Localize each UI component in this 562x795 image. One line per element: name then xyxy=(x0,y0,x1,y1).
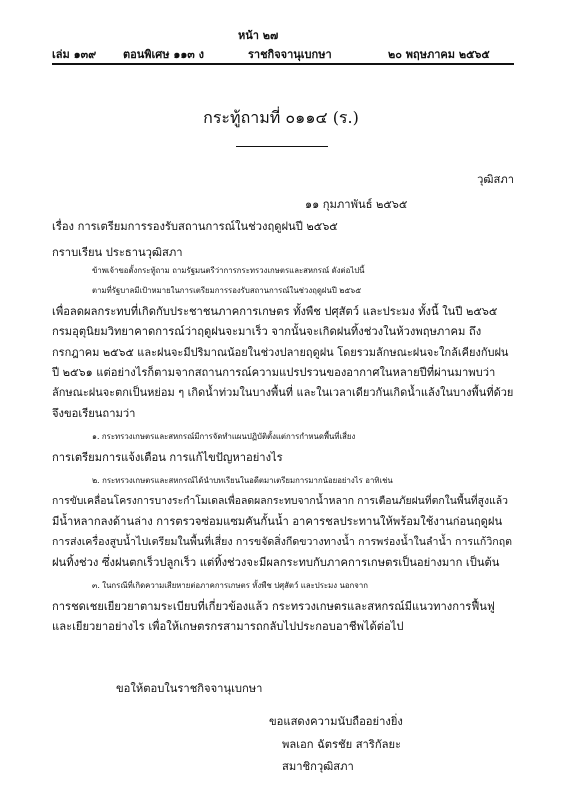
title-underline xyxy=(236,146,328,147)
paragraph-line: จึงขอเรียนถามว่า xyxy=(52,406,136,420)
background-paragraph xyxy=(52,281,514,424)
paragraph-line: เพื่อลดผลกระทบที่เกิดกับประชาชนภาคการเกษตร ทั้งพืช ปศุสัตว์ และประมง ทั้งนี้ ในปี ๒๕๖๕ xyxy=(52,304,498,318)
paragraph-line: กรกฎาคม ๒๕๖๕ และฝนจะมีปริมาณน้อยในช่วงปลายฤดูฝน โดยรวมลักษณะฝนจะใกล้เคียงกับฝน xyxy=(52,345,509,359)
paragraph-line: ๓. ในกรณีที่เกิดความเสียหายต่อภาคการเกษตร ทั้งพืช ปศุสัตว์ และประมง นอกจาก xyxy=(92,581,368,591)
header-divider xyxy=(52,63,514,65)
subject-line: เรื่อง การเตรียมการรองรับสถานการณ์ในช่วงฤดูฝนปี ๒๕๖๕ xyxy=(52,220,338,233)
signature-name: พลเอก ฉัตรชัย สาริกัลยะ xyxy=(282,738,402,751)
signature-position: สมาชิกวุฒิสภา xyxy=(282,760,354,773)
paragraph-line: การเตรียมการแจ้งเตือน การแก้ไขปัญหาอย่างไร xyxy=(52,450,283,464)
paragraph-line: ๒. กระทรวงเกษตรและสหกรณ์ได้นำบทเรียนในอดีตมาเตรียมการมากน้อยอย่างไร อาทิเช่น xyxy=(92,476,393,486)
paragraph-line: มีน้ำหลากลงด้านล่าง การตรวจซ่อมแซมคันกั้นน้ำ อาคารชลประทานให้พร้อมใช้งานก่อนฤดูฝน xyxy=(52,514,503,528)
paragraph-line: ลักษณะฝนจะตกเป็นหย่อม ๆ เกิดน้ำท่วมในบางพื้นที่ และในเวลาเดียวกันเกิดน้ำแล้งในบางพื้นที่ด้วย xyxy=(52,386,514,400)
gazette-date: ๒๐ พฤษภาคม ๒๕๖๕ xyxy=(388,48,490,61)
page-number: หน้า ๒๗ xyxy=(238,29,279,42)
paragraph-line: ตามที่รัฐบาลมีเป้าหมายในการเตรียมการรองรับสถานการณ์ในช่วงฤดูฝนปี ๒๕๖๕ xyxy=(92,286,362,296)
paragraph-line: ปี ๒๕๖๑ แต่อย่างไรก็ตามจากสถานการณ์ความแปรปรวนของอากาศในหลายปีที่ผ่านมาพบว่า xyxy=(52,366,496,380)
paragraph-line: กรมอุตุนิยมวิทยาคาดการณ์ว่าฤดูฝนจะมาเร็ว จากนั้นจะเกิดฝนทิ้งช่วงในห้วงพฤษภาคม ถึง xyxy=(52,325,482,339)
question-2 xyxy=(52,471,514,573)
closing-request: ขอให้ตอบในราชกิจจานุเบกษา xyxy=(116,682,263,695)
intro-paragraph xyxy=(52,261,514,281)
paragraph-line: และเยียวยาอย่างไร เพื่อให้เกษตรกรสามารถกลับไปประกอบอาชีพได้ต่อไป xyxy=(52,619,404,633)
signature-regards: ขอแสดงความนับถืออย่างยิ่ง xyxy=(269,715,403,728)
question-body xyxy=(52,261,514,637)
paragraph-line: การขับเคลื่อนโครงการบางระกำโมเดลเพื่อลดผลกระทบจากน้ำหลาก การเตือนภัยฝนที่ตกในพื้นที่สูงแล้ว xyxy=(52,495,508,508)
paragraph-line: ฝนทิ้งช่วง ซึ่งฝนตกเร็วปลูกเร็ว แต่ทิ้งช่วงจะมีผลกระทบกับภาคการเกษตรเป็นอย่างมาก เป็นต้น xyxy=(52,555,500,569)
paragraph-line: ๑. กระทรวงเกษตรและสหกรณ์มีการจัดทำแผนปฏิบัติตั้งแต่การกำหนดพื้นที่เสี่ยง xyxy=(92,432,356,442)
volume-number: เล่ม ๑๓๙ xyxy=(52,48,97,61)
recipient-house: วุฒิสภา xyxy=(477,173,514,186)
gazette-name: ราชกิจจานุเบกษา xyxy=(248,48,332,61)
paragraph-line: การชดเชยเยียวยาตามระเบียบที่เกี่ยวข้องแล้ว กระทรวงเกษตรและสหกรณ์มีแนวทางการฟื้นฟู xyxy=(52,599,495,613)
question-1 xyxy=(52,427,514,468)
question-3 xyxy=(52,576,514,637)
paragraph-line: การส่งเครื่องสูบน้ำไปเตรียมในพื้นที่เสี่ยง การขจัดสิ่งกีดขวางทางน้ำ การพร่องน้ำในลำน้ำ การแก้วิกฤต xyxy=(52,536,513,549)
paragraph-line: ข้าพเจ้าขอตั้งกระทู้ถาม ถามรัฐมนตรีว่าการกระทรวงเกษตรและสหกรณ์ ดังต่อไปนี้ xyxy=(92,266,365,275)
letter-date: ๑๑ กุมภาพันธ์ ๒๕๖๕ xyxy=(305,198,408,211)
document-title: กระทู้ถามที่ ๐๑๑๔ (ร.) xyxy=(203,108,359,127)
issue-number: ตอนพิเศษ ๑๑๓ ง xyxy=(123,48,205,61)
salutation: กราบเรียน ประธานวุฒิสภา xyxy=(52,246,183,259)
